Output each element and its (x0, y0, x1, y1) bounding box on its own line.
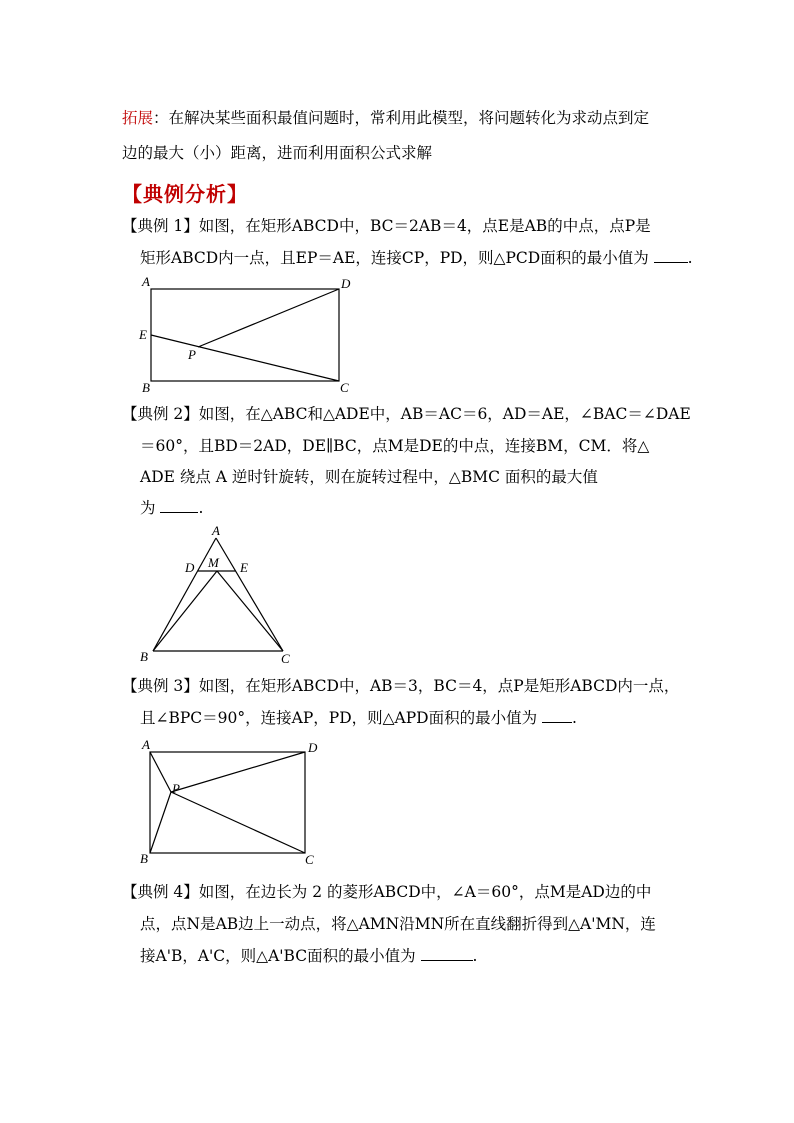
example4-line-3 (140, 946, 477, 966)
label-d: D (341, 276, 351, 291)
extension-text-1: ：在解决某些面积最值问题时，常利用此模型，将问题转化为求动点到定 (153, 109, 650, 127)
example2-line-1 (122, 404, 691, 424)
example2-line-2: ＝60°，且BD＝2AD，DE∥BC，点M是DE的中点，连接BM，CM．将△ (140, 437, 650, 455)
example2-text-4: 为 (140, 499, 156, 517)
extension-line-1 (122, 108, 649, 128)
extension-line-2: 边的最大（小）距离，进而利用面积公式求解 (122, 144, 433, 162)
segment-pb (150, 792, 171, 853)
segment-ab (153, 538, 216, 651)
example4-line-1 (122, 882, 651, 902)
segment-pd (171, 752, 305, 792)
example4-answer-blank[interactable] (421, 946, 473, 961)
example2-line-3: ADE 绕点 A 逆时针旋转，则在旋转过程中，△BMC 面积的最大值 (140, 468, 598, 486)
extension-label: 拓展 (122, 109, 154, 127)
segment-ac (216, 538, 283, 651)
example2-end: . (198, 499, 204, 517)
example1-text-1: 如图，在矩形ABCD中，BC＝2AB＝4，点E是AB的中点，点P是 (198, 217, 651, 235)
example1-figure (130, 270, 370, 400)
label-a: A (142, 737, 150, 752)
example3-line-1 (122, 676, 679, 696)
label-p: P (188, 347, 196, 362)
segment-ap (150, 752, 171, 792)
segment-bm (153, 571, 217, 651)
example3-end: . (572, 709, 577, 727)
example2-line-4 (140, 498, 203, 518)
example4-text-1: 如图，在边长为 2 的菱形ABCD中，∠A＝60°，点M是AD边的中 (198, 883, 652, 901)
label-a: A (142, 274, 150, 289)
label-d: D (185, 560, 195, 575)
example1-end: . (687, 249, 693, 267)
example3-line-2 (140, 708, 577, 728)
label-d: D (308, 740, 318, 755)
example2-answer-blank[interactable] (160, 498, 198, 513)
example2-figure (130, 522, 310, 667)
example2-tag: 【典例 2】 (122, 405, 199, 423)
example1-line-2 (140, 248, 693, 268)
example3-text-2: 且∠BPC＝90°，连接AP，PD，则△APD面积的最小值为 (140, 709, 538, 727)
label-a: A (212, 523, 220, 538)
example1-answer-blank[interactable] (654, 248, 688, 263)
segment-cm (217, 571, 283, 651)
label-p: P (172, 781, 180, 796)
label-b: B (140, 851, 148, 866)
label-e: E (240, 560, 248, 575)
label-b: B (140, 649, 148, 664)
example3-tag: 【典例 3】 (122, 677, 199, 695)
section-heading: 【典例分析】 (122, 182, 248, 206)
example1-text-2: 矩形ABCD内一点，且EP＝AE，连接CP，PD，则△PCD面积的最小值为 (140, 249, 649, 267)
rectangle-abcd (151, 289, 339, 381)
example3-text-1: 如图，在矩形ABCD中，AB＝3，BC＝4，点P是矩形ABCD内一点， (198, 677, 680, 695)
segment-pd (198, 289, 339, 347)
example3-figure (130, 732, 330, 872)
example1-tag: 【典例 1】 (122, 217, 199, 235)
example1-line-1 (122, 216, 651, 236)
label-c: C (340, 380, 349, 395)
example2-text-1: 如图，在△ABC和△ADE中，AB＝AC＝6，AD＝AE，∠BAC＝∠DAE (198, 405, 691, 423)
label-c: C (305, 852, 314, 867)
label-e: E (139, 327, 147, 342)
label-c: C (281, 651, 290, 666)
label-b: B (142, 380, 150, 395)
example4-text-3: 接A'B，A'C，则△A'BC面积的最小值为 (140, 947, 416, 965)
label-m: M (208, 555, 219, 570)
segment-ec (151, 335, 339, 381)
example4-end: . (472, 947, 478, 965)
rectangle-abcd (150, 752, 305, 853)
example3-answer-blank[interactable] (542, 708, 572, 723)
example4-line-2: 点，点N是AB边上一动点，将△AMN沿MN所在直线翻折得到△A'MN，连 (140, 915, 656, 933)
segment-pc (171, 792, 305, 853)
example4-tag: 【典例 4】 (122, 883, 199, 901)
